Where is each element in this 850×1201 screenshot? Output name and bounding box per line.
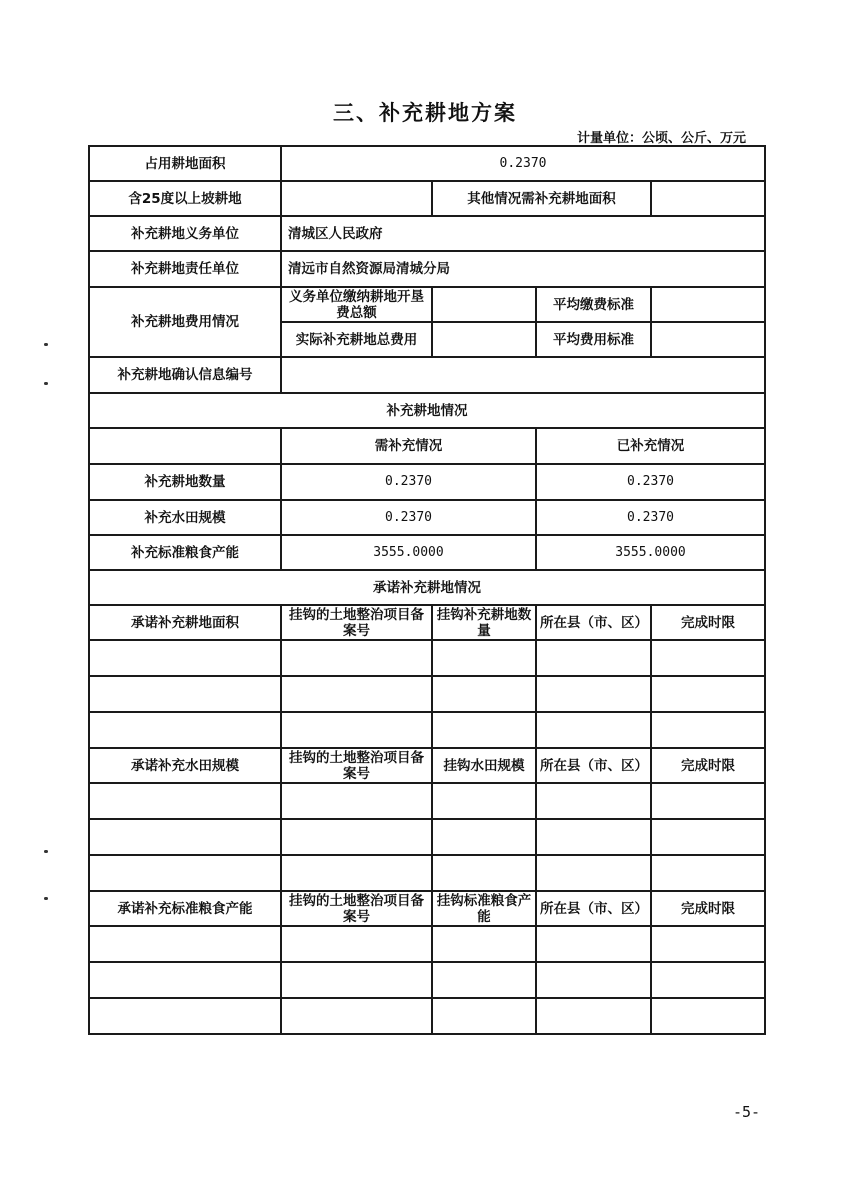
promise-row bbox=[89, 855, 765, 891]
supplement-plan-table bbox=[88, 145, 766, 1035]
promise-cell bbox=[651, 926, 765, 962]
row-resp-unit bbox=[89, 251, 765, 287]
label-avg-fee: 平均缴费标准 bbox=[536, 287, 651, 322]
supplement-item-label: 补充耕地数量 bbox=[89, 464, 281, 500]
promise-header: 完成时限 bbox=[651, 891, 765, 926]
promise-header: 完成时限 bbox=[651, 748, 765, 783]
promise-cell bbox=[432, 712, 536, 748]
value-resp-unit: 清远市自然资源局清城分局 bbox=[281, 251, 765, 287]
supplement-item-done: 0.2370 bbox=[536, 500, 765, 535]
promise-cell bbox=[89, 962, 281, 998]
promise-cell bbox=[89, 640, 281, 676]
promise-row bbox=[89, 819, 765, 855]
promise-cell bbox=[651, 998, 765, 1034]
row-duty-unit bbox=[89, 216, 765, 251]
label-occupied-area: 占用耕地面积 bbox=[89, 146, 281, 181]
promise-cell bbox=[651, 855, 765, 891]
promise-cell bbox=[536, 712, 651, 748]
value-confirm-no bbox=[281, 357, 765, 393]
row-supplement-item bbox=[89, 500, 765, 535]
promise-row bbox=[89, 676, 765, 712]
promise-cell bbox=[89, 712, 281, 748]
promise-cell bbox=[432, 819, 536, 855]
promise-cell bbox=[281, 962, 432, 998]
row-occupied-area bbox=[89, 146, 765, 181]
section-promise-title: 承诺补充耕地情况 bbox=[89, 570, 765, 605]
row-supplement-item bbox=[89, 464, 765, 500]
supplement-item-need: 0.2370 bbox=[281, 464, 536, 500]
promise-cell bbox=[536, 998, 651, 1034]
promise-header: 挂钩的土地整治项目备案号 bbox=[281, 748, 432, 783]
scan-mark bbox=[44, 850, 48, 853]
promise-cell bbox=[432, 783, 536, 819]
label-fee-total: 义务单位缴纳耕地开垦费总额 bbox=[281, 287, 432, 322]
label-actual-total: 实际补充耕地总费用 bbox=[281, 322, 432, 357]
promise-group-header bbox=[89, 605, 765, 640]
promise-cell bbox=[536, 819, 651, 855]
promise-cell bbox=[432, 640, 536, 676]
promise-header: 挂钩标准粮食产能 bbox=[432, 891, 536, 926]
label-confirm-no: 补充耕地确认信息编号 bbox=[89, 357, 281, 393]
promise-cell bbox=[432, 855, 536, 891]
promise-cell bbox=[536, 783, 651, 819]
promise-cell bbox=[281, 676, 432, 712]
row-supplement-title bbox=[89, 393, 765, 428]
promise-header: 挂钩的土地整治项目备案号 bbox=[281, 891, 432, 926]
promise-cell bbox=[432, 926, 536, 962]
label-other-area: 其他情况需补充耕地面积 bbox=[432, 181, 651, 216]
value-actual-total bbox=[432, 322, 536, 357]
value-other-area bbox=[651, 181, 765, 216]
supplement-item-done: 3555.0000 bbox=[536, 535, 765, 570]
promise-cell bbox=[536, 676, 651, 712]
promise-header: 所在县（市、区） bbox=[536, 605, 651, 640]
section-supplement-title: 补充耕地情况 bbox=[89, 393, 765, 428]
promise-cell bbox=[651, 712, 765, 748]
promise-cell bbox=[89, 819, 281, 855]
promise-group-header bbox=[89, 891, 765, 926]
value-avg-fee bbox=[651, 287, 765, 322]
promise-row bbox=[89, 783, 765, 819]
supplement-item-label: 补充标准粮食产能 bbox=[89, 535, 281, 570]
value-slope25 bbox=[281, 181, 432, 216]
promise-cell bbox=[651, 676, 765, 712]
promise-cell bbox=[651, 640, 765, 676]
promise-cell bbox=[651, 783, 765, 819]
promise-row bbox=[89, 998, 765, 1034]
value-occupied-area: 0.2370 bbox=[281, 146, 765, 181]
promise-cell bbox=[281, 819, 432, 855]
promise-cell bbox=[281, 783, 432, 819]
supplement-item-label: 补充水田规模 bbox=[89, 500, 281, 535]
header-done: 已补充情况 bbox=[536, 428, 765, 464]
row-cost-1 bbox=[89, 287, 765, 322]
promise-cell bbox=[281, 926, 432, 962]
promise-header: 所在县（市、区） bbox=[536, 748, 651, 783]
scan-mark bbox=[44, 897, 48, 900]
scan-mark bbox=[44, 343, 48, 346]
promise-cell bbox=[432, 998, 536, 1034]
promise-cell bbox=[89, 998, 281, 1034]
page-number: -5- bbox=[733, 1103, 761, 1121]
page-title: 三、补充耕地方案 bbox=[333, 101, 517, 125]
promise-header: 挂钩水田规模 bbox=[432, 748, 536, 783]
promise-cell bbox=[89, 926, 281, 962]
promise-header: 挂钩的土地整治项目备案号 bbox=[281, 605, 432, 640]
promise-row bbox=[89, 712, 765, 748]
promise-header: 所在县（市、区） bbox=[536, 891, 651, 926]
unit-note: 计量单位：公顷、公斤、万元 bbox=[576, 131, 746, 146]
supplement-item-need: 3555.0000 bbox=[281, 535, 536, 570]
label-slope25: 含25度以上坡耕地 bbox=[89, 181, 281, 216]
promise-header: 承诺补充水田规模 bbox=[89, 748, 281, 783]
header-need: 需补充情况 bbox=[281, 428, 536, 464]
label-duty-unit: 补充耕地义务单位 bbox=[89, 216, 281, 251]
label-resp-unit: 补充耕地责任单位 bbox=[89, 251, 281, 287]
label-avg-cost: 平均费用标准 bbox=[536, 322, 651, 357]
row-promise-title bbox=[89, 570, 765, 605]
supplement-item-done: 0.2370 bbox=[536, 464, 765, 500]
row-supplement-item bbox=[89, 535, 765, 570]
promise-cell bbox=[281, 998, 432, 1034]
promise-header: 承诺补充耕地面积 bbox=[89, 605, 281, 640]
promise-cell bbox=[89, 783, 281, 819]
promise-cell bbox=[89, 855, 281, 891]
promise-cell bbox=[281, 712, 432, 748]
promise-cell bbox=[536, 962, 651, 998]
promise-header: 承诺补充标准粮食产能 bbox=[89, 891, 281, 926]
promise-header: 挂钩补充耕地数量 bbox=[432, 605, 536, 640]
value-duty-unit: 清城区人民政府 bbox=[281, 216, 765, 251]
row-confirm-no bbox=[89, 357, 765, 393]
row-slope25 bbox=[89, 181, 765, 216]
scan-mark bbox=[44, 382, 48, 385]
promise-row bbox=[89, 962, 765, 998]
promise-cell bbox=[651, 962, 765, 998]
promise-cell bbox=[536, 640, 651, 676]
promise-cell bbox=[651, 819, 765, 855]
promise-cell bbox=[281, 855, 432, 891]
value-fee-total bbox=[432, 287, 536, 322]
row-supplement-header bbox=[89, 428, 765, 464]
promise-cell bbox=[536, 926, 651, 962]
promise-cell bbox=[536, 855, 651, 891]
supplement-header-blank bbox=[89, 428, 281, 464]
promise-row bbox=[89, 640, 765, 676]
promise-cell bbox=[432, 676, 536, 712]
supplement-item-need: 0.2370 bbox=[281, 500, 536, 535]
promise-cell bbox=[281, 640, 432, 676]
label-cost: 补充耕地费用情况 bbox=[89, 287, 281, 357]
promise-header: 完成时限 bbox=[651, 605, 765, 640]
promise-cell bbox=[432, 962, 536, 998]
promise-cell bbox=[89, 676, 281, 712]
promise-group-header bbox=[89, 748, 765, 783]
value-avg-cost bbox=[651, 322, 765, 357]
promise-row bbox=[89, 926, 765, 962]
